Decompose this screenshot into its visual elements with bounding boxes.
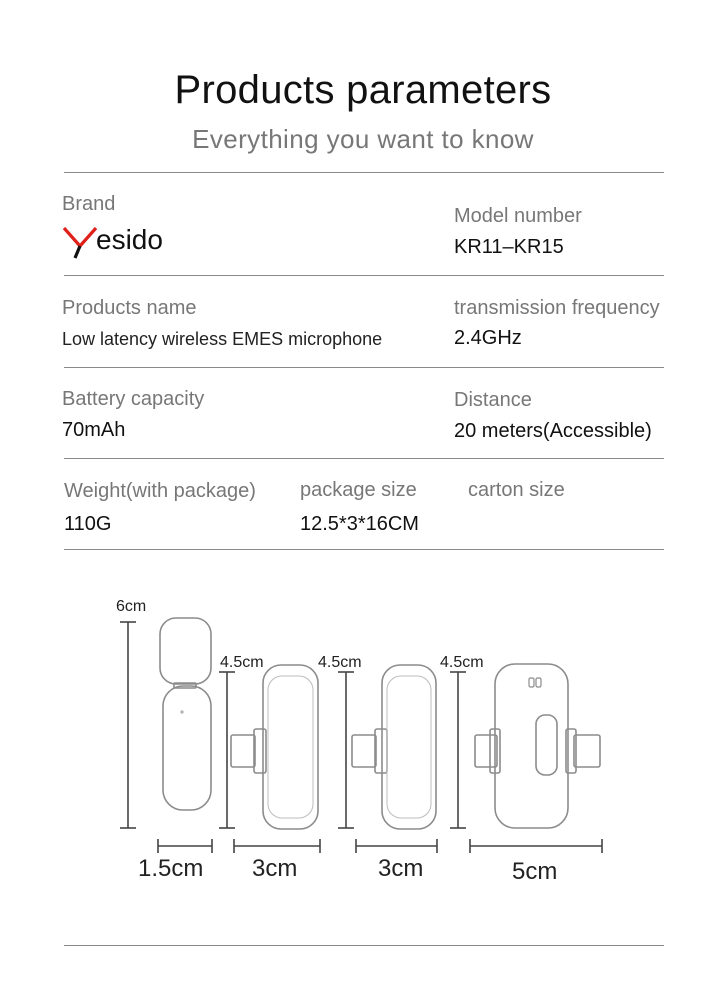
frequency-value: 2.4GHz bbox=[454, 327, 522, 349]
logo-y-mark bbox=[64, 228, 96, 246]
charging-case-height-bar bbox=[450, 672, 466, 828]
package-size-value: 12.5*3*16CM bbox=[300, 513, 419, 535]
dimension-diagram bbox=[0, 560, 726, 920]
page-title: Products parameters bbox=[174, 68, 552, 112]
package-size-label: package size bbox=[300, 479, 417, 501]
receiver-1-width-label: 3cm bbox=[252, 855, 298, 882]
mic-width-label: 1.5cm bbox=[138, 855, 204, 882]
divider bbox=[64, 367, 664, 368]
receiver-2-outline bbox=[352, 665, 436, 829]
divider bbox=[64, 549, 664, 550]
yesido-logo bbox=[62, 222, 192, 262]
case-height-label: 4.5cm bbox=[440, 654, 484, 671]
divider bbox=[64, 945, 664, 946]
divider bbox=[64, 458, 664, 459]
mic-height-label: 6cm bbox=[116, 598, 147, 615]
receiver-2-width-label: 3cm bbox=[378, 855, 424, 882]
weight-label: Weight(with package) bbox=[64, 480, 256, 502]
case-width-label: 5cm bbox=[512, 858, 558, 885]
distance-value: 20 meters(Accessible) bbox=[454, 420, 652, 442]
distance-label: Distance bbox=[454, 389, 532, 411]
width-bars bbox=[158, 839, 602, 853]
carton-size-label: carton size bbox=[468, 479, 565, 501]
logo-wordmark: esido bbox=[96, 224, 163, 255]
divider bbox=[64, 172, 664, 173]
brand-label: Brand bbox=[62, 193, 116, 215]
model-label: Model number bbox=[454, 205, 582, 227]
product-name-label: Products name bbox=[62, 297, 197, 319]
receiver-1-height-bar bbox=[219, 672, 235, 828]
battery-label: Battery capacity bbox=[62, 388, 205, 410]
divider bbox=[64, 275, 664, 276]
model-value: KR11–KR15 bbox=[454, 236, 564, 258]
weight-value: 110G bbox=[64, 513, 112, 535]
page-subtitle: Everything you want to know bbox=[192, 124, 534, 154]
mic-height-bar bbox=[120, 622, 136, 828]
logo-y-stem bbox=[75, 246, 80, 258]
receiver-2-height-label: 4.5cm bbox=[318, 654, 362, 671]
microphone-outline bbox=[160, 618, 211, 810]
battery-value: 70mAh bbox=[62, 419, 126, 441]
frequency-label: transmission frequency bbox=[454, 297, 660, 319]
receiver-1-height-label: 4.5cm bbox=[220, 654, 264, 671]
receiver-1-outline bbox=[231, 665, 318, 829]
charging-case-outline bbox=[475, 664, 600, 828]
product-name-value: Low latency wireless EMES microphone bbox=[62, 329, 383, 349]
